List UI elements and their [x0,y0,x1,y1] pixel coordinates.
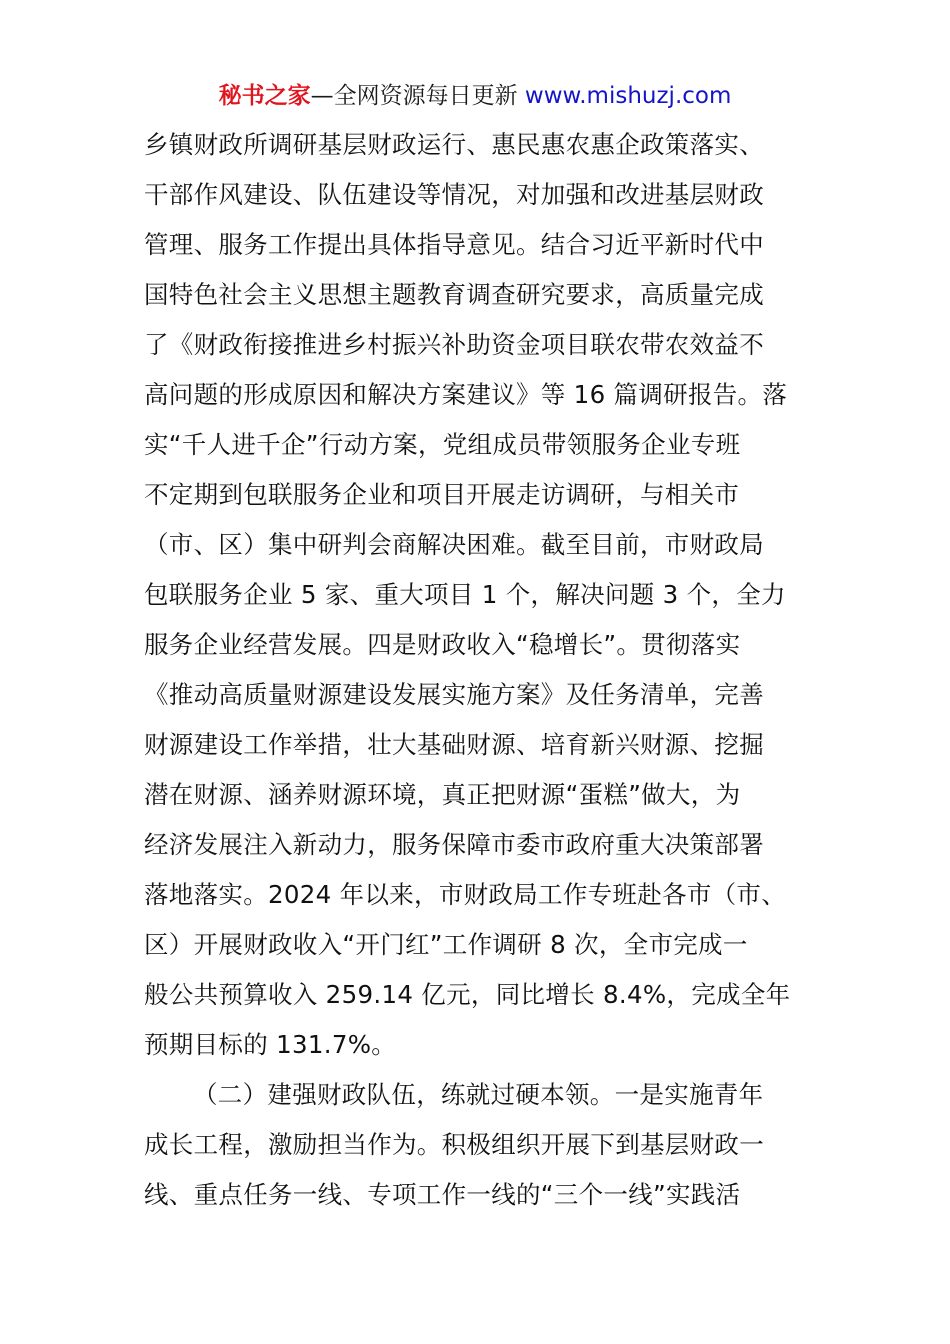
text-line: 服务企业经营发展。四是财政收入“稳增长”。贯彻落实 [144,630,741,659]
text-line: 国特色社会主义思想主题教育调查研究要求，高质量完成 [144,280,764,309]
text-line: 不定期到包联服务企业和项目开展走访调研，与相关市 [144,480,740,509]
text-line: 般公共预算收入 259.14 亿元，同比增长 8.4%，完成全年 [144,980,791,1009]
text-line: 《推动高质量财源建设发展实施方案》及任务清单，完善 [144,680,764,709]
text-line: 管理、服务工作提出具体指导意见。结合习近平新时代中 [144,230,764,259]
text-line: 财源建设工作举措，壮大基础财源、培育新兴财源、挖掘 [144,730,764,759]
section-heading-line: （二）建强财政队伍，练就过硬本领。一是实施青年 [193,1080,764,1109]
text-line: 了《财政衔接推进乡村振兴补助资金项目联农带农效益不 [144,330,764,359]
brand-name: 秘书之家 [218,83,311,109]
site-header [0,78,950,114]
text-line: 成长工程，激励担当作为。积极组织开展下到基层财政一 [144,1130,764,1159]
text-line: 实“千人进千企”行动方案，党组成员带领服务企业专班 [144,430,741,459]
text-line: 线、重点任务一线、专项工作一线的“三个一线”实践活 [144,1180,741,1209]
text-line: 乡镇财政所调研基层财政运行、惠民惠农惠企政策落实、 [144,130,764,159]
text-line: （市、区）集中研判会商解决困难。截至目前，市财政局 [144,530,764,559]
text-line: 潜在财源、涵养财源环境，真正把财源“蛋糕”做大，为 [144,780,741,809]
header-tagline: —全网资源每日更新 [310,83,518,109]
text-line: 区）开展财政收入“开门红”工作调研 8 次，全市完成一 [144,930,748,959]
text-line: 预期目标的 131.7%。 [144,1030,397,1059]
text-line: 包联服务企业 5 家、重大项目 1 个，解决问题 3 个，全力 [144,580,786,609]
text-line: 干部作风建设、队伍建设等情况，对加强和改进基层财政 [144,180,764,209]
site-url[interactable]: www.mishuzj.com [524,83,732,109]
text-line: 经济发展注入新动力，服务保障市委市政府重大决策部署 [144,830,764,859]
document-body [144,120,808,1220]
text-line: 高问题的形成原因和解决方案建议》等 16 篇调研报告。落 [144,380,788,409]
text-line: 落地落实。2024 年以来，市财政局工作专班赴各市（市、 [144,880,787,909]
